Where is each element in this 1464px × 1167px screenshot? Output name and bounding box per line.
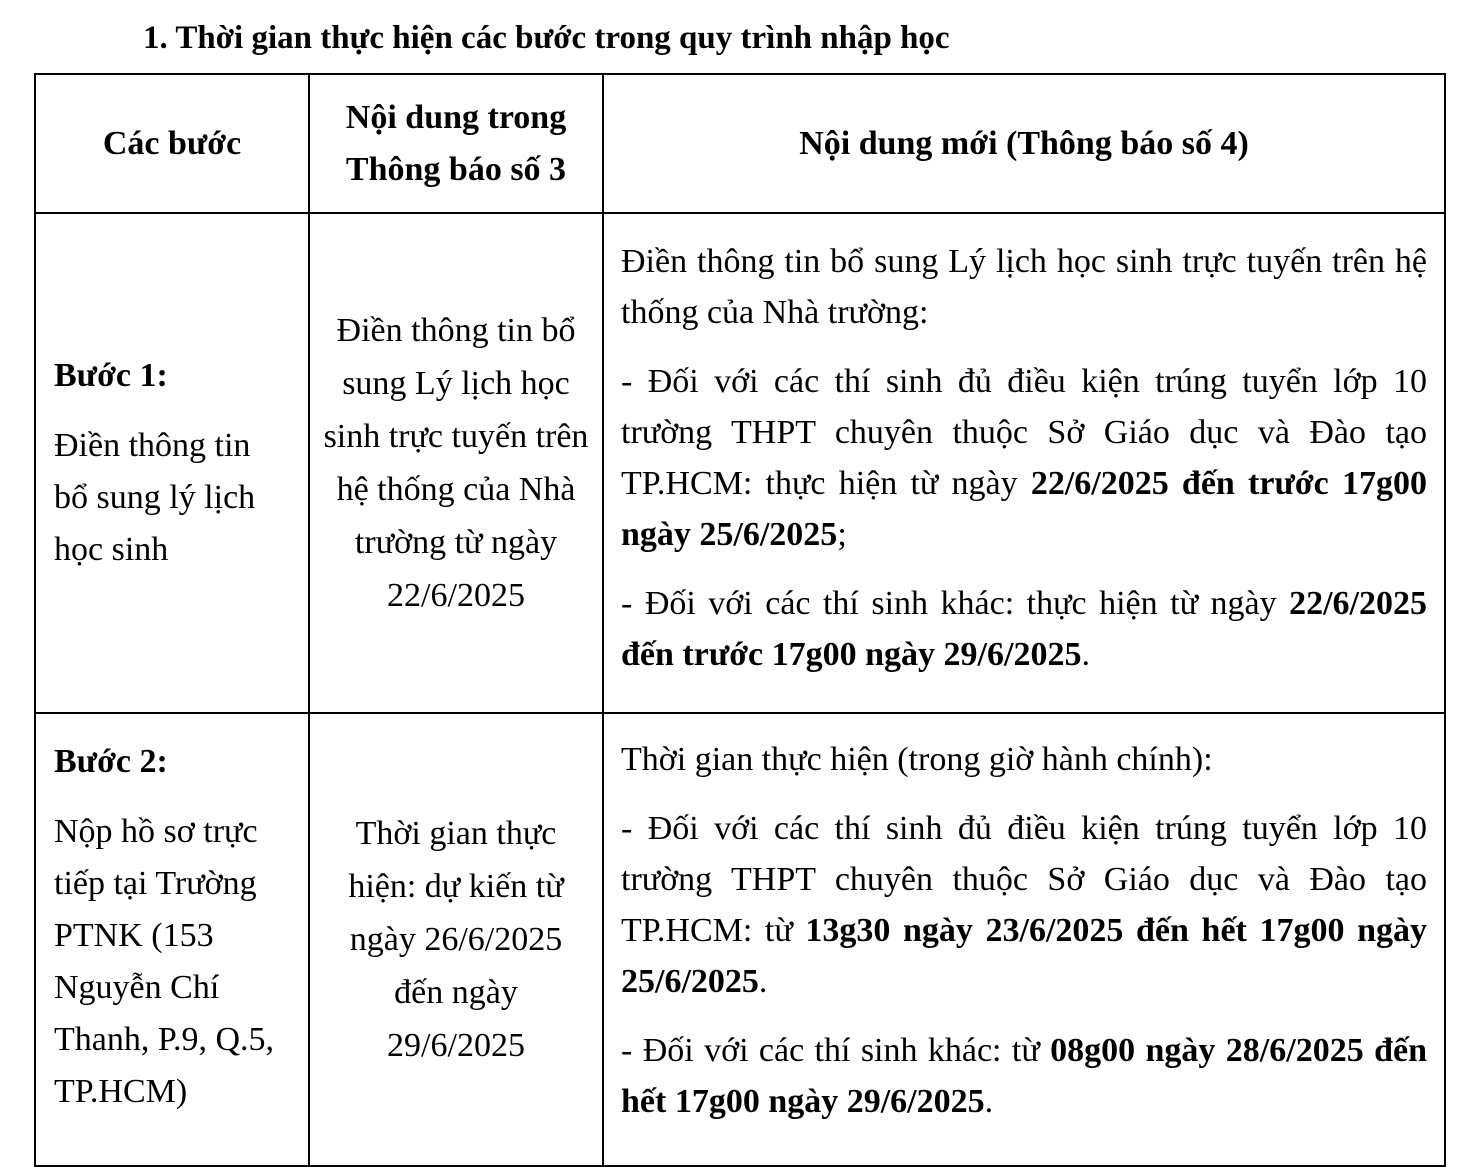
- item-end: ;: [837, 516, 847, 553]
- item-text: - Đối với các thí sinh đủ điều kiện trúng tuyển lớp 10 trường THPT chuyên thuộc Sở Giáo dục và Đào tạo TP.HCM: thực hiện từ ngày: [621, 363, 1427, 502]
- item-deadline: 08g00 ngày 28/6/2025 đến hết 17g00 ngày 29/6/2025: [621, 1032, 1427, 1120]
- new-content-intro: Thời gian thực hiện (trong giờ hành chính):: [621, 741, 1213, 778]
- step-description: Điền thông tin bổ sung lý lịch học sinh: [54, 427, 256, 568]
- table-header-row: [35, 74, 1445, 213]
- step-cell: [35, 713, 309, 1166]
- step-description: Nộp hồ sơ trực tiếp tại Trường PTNK (153 Nguyễn Chí Thanh, P.9, Q.5, TP.HCM): [54, 813, 275, 1110]
- item-deadline: 13g30 ngày 23/6/2025 đến hết 17g00 ngày 25/6/2025: [621, 912, 1427, 1000]
- step-label: Bước 2:: [54, 743, 168, 780]
- item-end: .: [1081, 636, 1090, 673]
- header-new-content: Nội dung mới (Thông báo số 4): [603, 74, 1445, 213]
- new-content-item: [621, 356, 1427, 560]
- old-content-cell: Thời gian thực hiện: dự kiến từ ngày 26/6/2025 đến ngày 29/6/2025: [309, 713, 603, 1166]
- item-text: - Đối với các thí sinh khác: thực hiện từ ngày: [621, 585, 1290, 622]
- new-content-cell: [603, 213, 1445, 713]
- step-label: Bước 1:: [54, 357, 168, 394]
- item-text: - Đối với các thí sinh khác: từ: [621, 1032, 1051, 1069]
- new-content-item: [621, 578, 1427, 680]
- step-cell: [35, 213, 309, 713]
- header-old-content: Nội dung trong Thông báo số 3: [309, 74, 603, 213]
- old-content-cell: Điền thông tin bổ sung Lý lịch học sinh trực tuyến trên hệ thống của Nhà trường từ ngày 22/6/2025: [309, 213, 603, 713]
- table-row: [35, 713, 1445, 1166]
- new-content-intro: Điền thông tin bổ sung Lý lịch học sinh trực tuyến trên hệ thống của Nhà trường:: [621, 243, 1427, 331]
- new-content-item: [621, 1025, 1427, 1127]
- table-row: [35, 213, 1445, 713]
- new-content-item: [621, 803, 1427, 1007]
- item-text: - Đối với các thí sinh đủ điều kiện trúng tuyển lớp 10 trường THPT chuyên thuộc Sở Giáo dục và Đào tạo TP.HCM: từ: [621, 810, 1427, 949]
- item-deadline: 22/6/2025 đến trước 17g00 ngày 29/6/2025: [621, 585, 1427, 673]
- item-deadline: 22/6/2025 đến trước 17g00 ngày 25/6/2025: [621, 465, 1427, 553]
- admission-steps-table: [34, 73, 1446, 1167]
- section-title: 1. Thời gian thực hiện các bước trong quy trình nhập học: [143, 20, 950, 56]
- item-end: .: [984, 1083, 994, 1120]
- item-end: .: [758, 963, 768, 1000]
- new-content-cell: [603, 713, 1445, 1166]
- header-steps: Các bước: [35, 74, 309, 213]
